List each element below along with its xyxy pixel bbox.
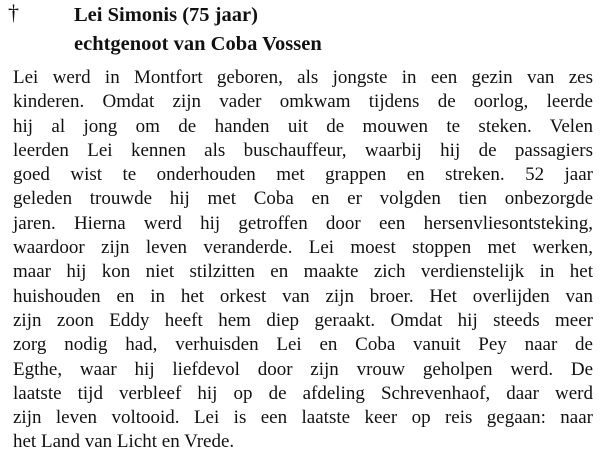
body-line: Egthe, waar hij liefdevol door zijn vrouw geholpen werd. De — [13, 358, 593, 380]
obituary-heading — [74, 1, 594, 59]
cross-icon: † — [8, 0, 19, 25]
obituary-body — [13, 66, 593, 455]
body-line: zorg nodig had, verhuisden Lei en Coba vanuit Pey naar de — [13, 334, 593, 356]
body-line: Lei werd in Montfort geboren, als jongste in een gezin van zes — [13, 67, 593, 88]
body-line: zijn zoon Eddy heeft hem diep geraakt. Omdat hij steeds meer — [13, 309, 593, 331]
body-line: jaren. Hierna werd hij getroffen door een hersenvliesontsteking, — [13, 212, 593, 234]
body-line: huishouden en in het orkest van zijn broer. Het overlijden van — [13, 285, 593, 307]
body-line: het Land van Licht en Vrede. — [13, 431, 235, 453]
body-line: geleden trouwde hij met Coba en er volgden tien onbezorgde — [13, 188, 593, 210]
body-line: leerden Lei kennen als buschauffeur, waarbij hij de passagiers — [13, 139, 593, 161]
body-line: maar hij kon niet stilzitten en maakte zich verdienstelijk in het — [13, 261, 593, 283]
body-line: zijn leven voltooid. Lei is een laatste keer op reis gegaan: naar — [13, 407, 593, 429]
body-line: goed wist te onderhouden met grappen en streken. 52 jaar — [13, 164, 593, 186]
body-line: laatste tijd verbleef hij op de afdeling Schrevenhaof, daar werd — [13, 382, 593, 404]
obituary-spouse: echtgenoot van Coba Vossen — [74, 33, 322, 55]
body-line: hij al jong om de handen uit de mouwen te steken. Velen — [13, 115, 593, 137]
body-line: kinderen. Omdat zijn vader omkwam tijdens de oorlog, leerde — [13, 91, 593, 113]
obituary-name-age: Lei Simonis (75 jaar) — [74, 4, 258, 26]
body-line: waardoor zijn leven veranderde. Lei moest stoppen met werken, — [13, 237, 593, 259]
